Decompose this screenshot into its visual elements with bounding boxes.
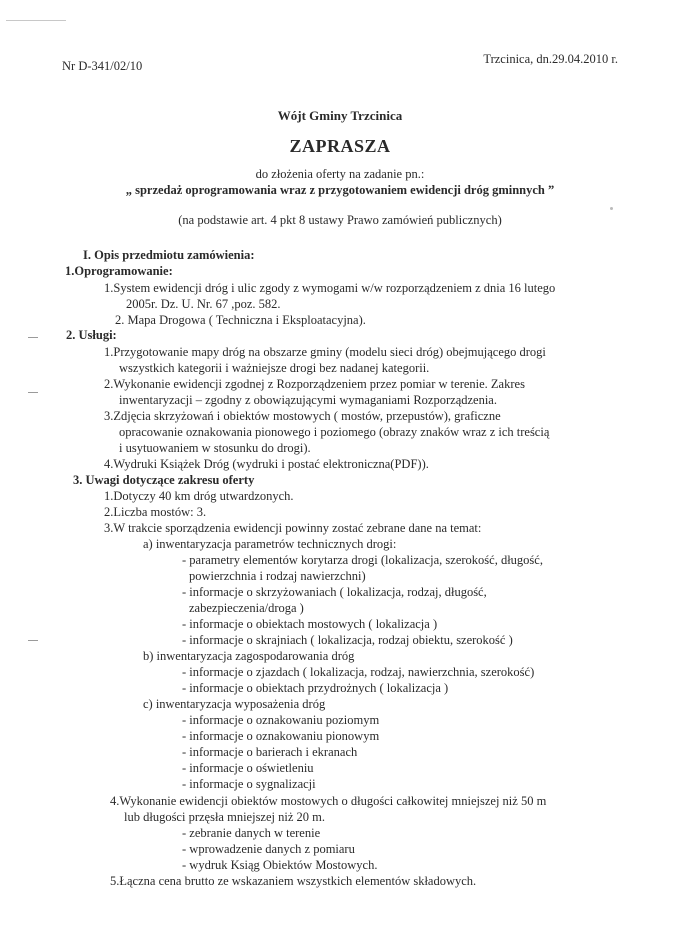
list-item: 3.W trakcie sporządzenia ewidencji powinny zostać zebrane dane na temat: [104,521,482,535]
task-name: „ sprzedaż oprogramowania wraz z przygotowaniem ewidencji dróg gminnych ” [125,183,555,197]
list-item-continuation: wszystkich kategorii i ważniejsze drogi bez nadanej kategorii. [119,361,430,375]
bullet-item: - wydruk Ksiąg Obiektów Mostowych. [182,858,378,872]
list-item: 2.Wykonanie ewidencji zgodnej z Rozporządzeniem przez pomiar w terenie. Zakres [104,377,525,391]
sub-item: b) inwentaryzacja zagospodarowania dróg [143,649,355,663]
list-item: 4.Wykonanie ewidencji obiektów mostowych o długości całkowitej mniejszej niż 50 m [110,794,547,808]
bullet-item: - informacje o skrajniach ( lokalizacja, rodzaj obiektu, szerokość ) [182,633,513,647]
subsection-heading: 3. Uwagi dotyczące zakresu oferty [73,473,255,487]
list-item: 5.Łączna cena brutto ze wskazaniem wszystkich elementów składowych. [110,874,477,888]
bullet-item: - informacje o obiektach mostowych ( lokalizacja ) [182,617,438,631]
list-item-continuation: inwentaryzacji – zgodny z obowiązującymi wymaganiami Rozporządzenia. [119,393,497,407]
issuer: Wójt Gminy Trzcinica [277,108,403,123]
scan-speck [610,207,613,210]
list-item-continuation: 2005r. Dz. U. Nr. 67 ,poz. 582. [126,297,281,311]
bullet-item: - informacje o sygnalizacji [182,777,316,791]
list-item: 2.Liczba mostów: 3. [104,505,207,519]
list-item: 2. Mapa Drogowa ( Techniczna i Eksploatacyjna). [115,313,366,327]
hole-punch-mark [28,640,38,641]
bullet-item: - parametry elementów korytarza drogi (lokalizacja, szerokość, długość, [182,553,543,567]
list-item: 1.Przygotowanie mapy dróg na obszarze gminy (modelu sieci dróg) obejmującego drogi [104,345,546,359]
subsection-heading: 1.Oprogramowanie: [65,264,173,278]
hole-punch-mark [28,392,38,393]
sub-item: c) inwentaryzacja wyposażenia dróg [143,697,326,711]
hole-punch-mark [28,337,38,338]
bullet-item: - informacje o obiektach przydrożnych ( lokalizacja ) [182,681,449,695]
legal-basis: (na podstawie art. 4 pkt 8 ustawy Prawo zamówień publicznych) [178,213,502,227]
bullet-item: - informacje o zjazdach ( lokalizacja, rodzaj, nawierzchnia, szerokość) [182,665,535,679]
bullet-item: - informacje o barierach i ekranach [182,745,358,759]
list-item-continuation: lub długości przęsła mniejszej niż 20 m. [124,810,325,824]
list-item-continuation: opracowanie oznakowania pionowego i poziomego (obrazy znaków wraz z ich treścią [119,425,550,439]
bullet-item: - zebranie danych w terenie [182,826,321,840]
bullet-item-continuation: powierzchnia i rodzaj nawierzchni) [189,569,366,583]
bullet-item: - informacje o oświetleniu [182,761,314,775]
bullet-item: - informacje o oznakowaniu poziomym [182,713,380,727]
list-item: 1.System ewidencji dróg i ulic zgody z wymogami w/w rozporządzeniem z dnia 16 lutego [104,281,556,295]
list-item: 3.Zdjęcia skrzyżowań i obiektów mostowych ( mostów, przepustów), graficzne [104,409,501,423]
bullet-item: - informacje o skrzyżowaniach ( lokalizacja, rodzaj, długość, [182,585,487,599]
heading: ZAPRASZA [289,136,391,156]
place-and-date: Trzcinica, dn.29.04.2010 r. [483,52,618,66]
reference-number: Nr D-341/02/10 [62,59,143,73]
list-item-continuation: i usytuowaniem w stosunku do drogi). [119,441,311,455]
intro-line: do złożenia oferty na zadanie pn.: [255,167,425,181]
sub-item: a) inwentaryzacja parametrów technicznych drogi: [143,537,397,551]
list-item: 1.Dotyczy 40 km dróg utwardzonych. [104,489,294,503]
scan-artifact [6,20,66,21]
subsection-heading: 2. Usługi: [66,328,117,342]
bullet-item: - wprowadzenie danych z pomiaru [182,842,355,856]
list-item: 4.Wydruki Książek Dróg (wydruki i postać elektroniczna(PDF)). [104,457,429,471]
bullet-item: - informacje o oznakowaniu pionowym [182,729,380,743]
bullet-item-continuation: zabezpieczenia/droga ) [189,601,304,615]
section-heading: I. Opis przedmiotu zamówienia: [83,248,255,262]
